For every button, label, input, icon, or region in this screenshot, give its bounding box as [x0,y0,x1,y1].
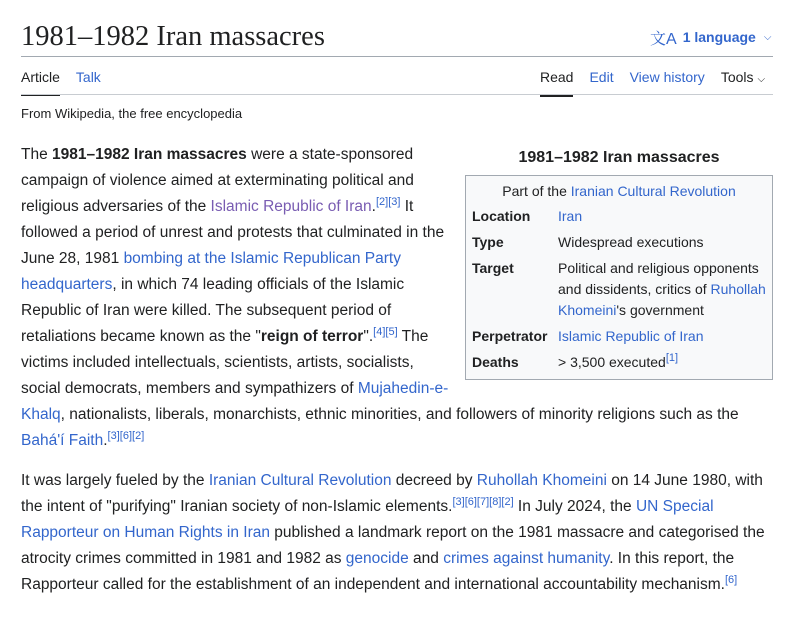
infobox-label: Deaths [472,354,519,370]
text: decreed by [391,472,477,489]
link-iranian-cultural-revolution[interactable]: Iranian Cultural Revolution [208,472,392,489]
citation-link[interactable]: [3] [452,496,465,508]
text: published a landmark report on the 1981 massacre and categorised the atrocity crimes committed in 1981 and 1982 as [21,524,765,567]
infobox-deaths-text: > 3,500 executed [558,354,666,370]
infobox-label: Perpetrator [472,328,548,344]
paragraph-background [21,468,773,598]
infobox-target-text: Political and religious opponents and dissidents, critics of [558,260,759,297]
infobox-value: Widespread executions [558,234,704,250]
infobox-row-type [472,232,766,253]
infobox-value [558,352,766,373]
chevron-down-icon: ⌵ [757,74,766,85]
link-mujahedin-e-khalq[interactable]: Mujahedin-e-Khalq [21,380,449,423]
citation-link[interactable]: [2] [375,196,389,208]
text: on 14 June 1980, with the intent of "purifying" Iranian society of non-Islamic elements. [21,472,763,515]
infobox-value [558,206,766,227]
tab-talk[interactable]: Talk [75,69,101,85]
text: , nationalists, liberals, monarchists, ethnic minorities, and followers of minority religions such as the [60,406,739,423]
article-body [21,142,773,612]
tab-edit[interactable]: Edit [589,69,614,85]
text: It was largely fueled by the [21,472,209,489]
infobox-row-target [472,258,766,321]
link-irp-bombing[interactable]: bombing at the Islamic Republican Party headquarters [21,250,401,293]
infobox-label: Type [472,234,504,250]
language-button[interactable] [650,27,771,47]
citation-link[interactable]: [2] [501,496,514,508]
text: were a state-sponsored campaign of violence aimed at exterminating political and religious adversaries of the [21,146,414,215]
infobox-perpetrator-link[interactable]: Islamic Republic of Iran [558,328,704,344]
citation-link[interactable]: [3] [107,430,120,442]
citation-link[interactable]: [3] [388,196,401,208]
infobox-value [558,326,766,347]
page-title: 1981–1982 Iran massacres [21,21,325,52]
tools-menu[interactable] [721,68,765,97]
tagline: From Wikipedia, the free encyclopedia [21,106,243,121]
infobox-label: Location [472,208,531,224]
tools-label: Tools [720,69,754,85]
text: In July 2024, the [513,498,636,515]
language-button-label: 1 language [682,29,756,45]
chevron-down-icon: ⌵ [763,31,772,43]
infobox-caption: 1981–1982 Iran massacres [518,149,720,166]
text: and [408,550,444,567]
bold-term: 1981–1982 Iran massacres [52,146,247,163]
infobox-target-link[interactable]: Ruhollah Khomeini [558,281,766,318]
infobox-row-deaths [472,352,766,373]
link-bahai-faith[interactable]: Bahá'í Faith [21,432,104,449]
infobox-part-of [472,181,766,202]
infobox-part-of-link[interactable]: Iranian Cultural Revolution [570,183,736,199]
citation-link[interactable]: [6] [724,574,738,586]
text: ". [363,328,374,345]
text: . [103,432,108,449]
text-period: . [371,198,376,215]
infobox-table [465,175,773,380]
text: The [21,146,53,163]
citation-link[interactable]: [2] [132,430,145,442]
infobox [465,146,773,380]
citation-link[interactable]: [7] [476,496,490,508]
tabs-divider [21,94,773,95]
citation-link[interactable]: [6] [119,430,133,442]
text: , in which 74 leading officials of the Islamic Republic of Iran were killed. The subsequent period of retaliations became known as the " [21,276,405,345]
link-ruhollah-khomeini[interactable]: Ruhollah Khomeini [476,472,607,489]
title-divider [21,56,773,57]
bold-term: reign of terror [260,328,364,345]
link-un-special-rapporteur[interactable]: UN Special Rapporteur on Human Rights in Iran [21,498,714,541]
citation-link[interactable]: [6] [464,496,477,508]
infobox-target-text-end: 's government [616,302,704,318]
tab-view-history[interactable]: View history [629,69,705,85]
infobox-row-perpetrator [472,326,766,347]
text: . In this report, the Rapporteur called for the establishment of an independent and international accountability mechanism. [21,550,735,593]
tab-read[interactable]: Read [540,68,573,97]
translate-icon: 文A [650,30,677,48]
citation-link[interactable]: [5] [385,326,398,338]
link-islamic-republic-of-iran[interactable]: Islamic Republic of Iran [210,198,372,215]
infobox-label: Target [472,260,514,276]
link-genocide[interactable]: genocide [345,550,409,567]
namespace-tabs [21,68,101,96]
text: It followed a period of unrest and protests that culminated in the June 28, 1981 [21,198,445,267]
infobox-value [558,258,766,321]
infobox-part-of-prefix: Part of the [502,183,571,199]
tab-article[interactable]: Article [21,68,60,96]
infobox-location-link[interactable]: Iran [558,208,583,224]
view-tabs [540,68,765,97]
citation-link[interactable]: [8] [489,496,502,508]
text: The victims included intellectuals, scientists, artists, socialists, social democrats, members and sympathizers of [21,328,429,397]
link-crimes-against-humanity[interactable]: crimes against humanity [443,550,610,567]
citation-link[interactable]: [1] [665,352,679,364]
citation-link[interactable]: [4] [373,326,386,338]
infobox-row-location [472,206,766,227]
